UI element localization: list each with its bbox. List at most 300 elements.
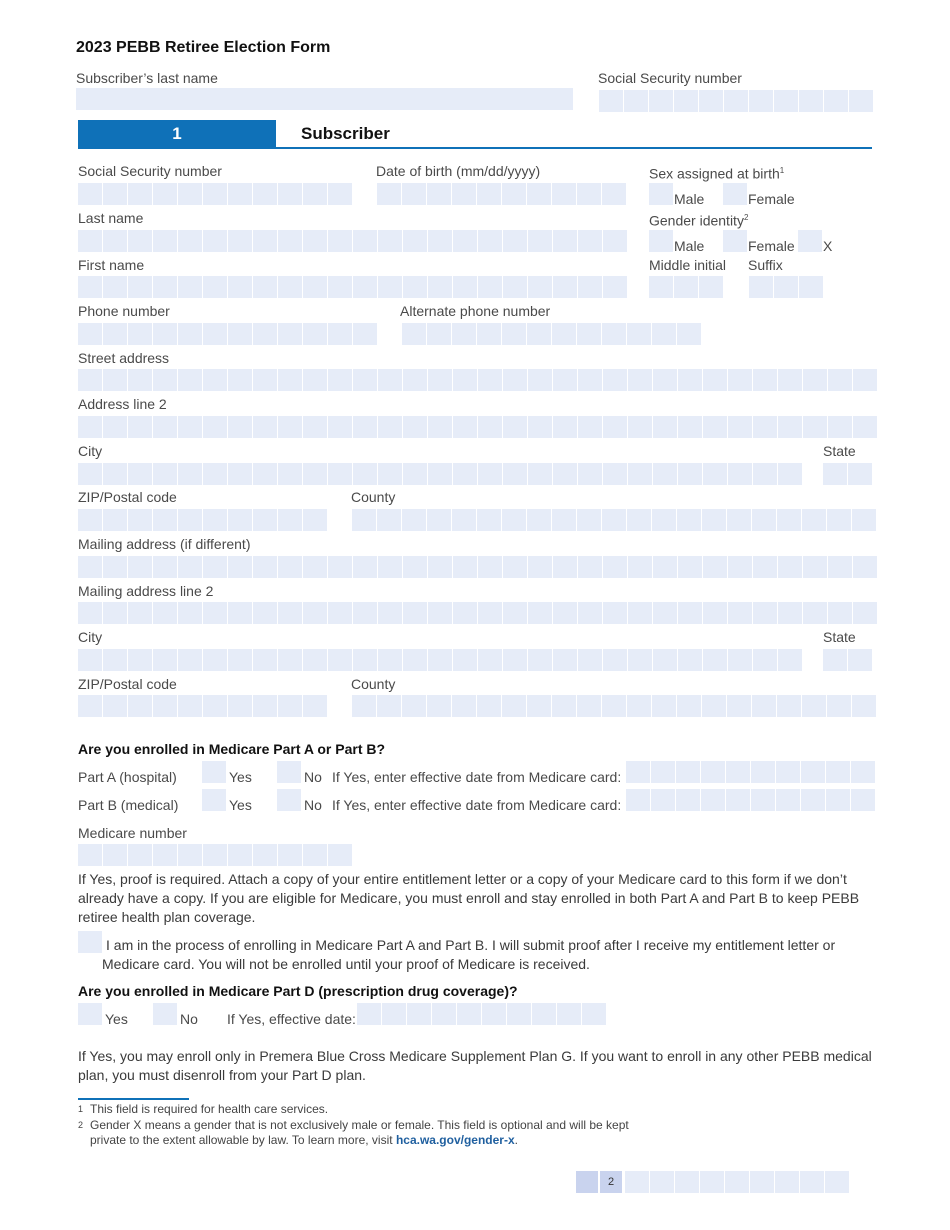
input-cell[interactable] xyxy=(303,416,327,438)
input-cell[interactable] xyxy=(577,695,601,717)
input-cell[interactable] xyxy=(577,183,601,205)
input-cell[interactable] xyxy=(328,183,352,205)
input-cell[interactable] xyxy=(428,416,452,438)
input-cell[interactable] xyxy=(528,602,552,624)
input-cell[interactable] xyxy=(428,649,452,671)
input-cell[interactable] xyxy=(553,276,577,298)
input-cell[interactable] xyxy=(228,509,252,531)
input-cell[interactable] xyxy=(453,230,477,252)
input-cell[interactable] xyxy=(103,649,127,671)
input-cell[interactable] xyxy=(627,695,651,717)
input-cell[interactable] xyxy=(78,183,102,205)
input-cell[interactable] xyxy=(402,509,426,531)
input-cell[interactable] xyxy=(478,602,502,624)
input-cell[interactable] xyxy=(178,556,202,578)
input-cell[interactable] xyxy=(432,1003,456,1025)
ssn-field[interactable] xyxy=(78,183,353,205)
input-cell[interactable] xyxy=(503,276,527,298)
input-cell[interactable] xyxy=(751,761,775,783)
input-cell[interactable] xyxy=(678,369,702,391)
input-cell[interactable] xyxy=(478,230,502,252)
input-cell[interactable] xyxy=(78,463,102,485)
input-cell[interactable] xyxy=(452,183,476,205)
input-cell[interactable] xyxy=(701,761,725,783)
input-cell[interactable] xyxy=(128,844,152,866)
input-cell[interactable] xyxy=(303,844,327,866)
input-cell[interactable] xyxy=(428,369,452,391)
input-cell[interactable] xyxy=(352,695,376,717)
input-cell[interactable] xyxy=(452,509,476,531)
input-cell[interactable] xyxy=(103,509,127,531)
input-cell[interactable] xyxy=(153,602,177,624)
input-cell[interactable] xyxy=(378,649,402,671)
input-cell[interactable] xyxy=(428,230,452,252)
part-a-date-field[interactable] xyxy=(626,761,876,783)
sex-male-checkbox[interactable] xyxy=(649,183,673,205)
input-cell[interactable] xyxy=(328,649,352,671)
input-cell[interactable] xyxy=(578,276,602,298)
input-cell[interactable] xyxy=(652,509,676,531)
input-cell[interactable] xyxy=(477,509,501,531)
input-cell[interactable] xyxy=(328,844,352,866)
input-cell[interactable] xyxy=(653,602,677,624)
input-cell[interactable] xyxy=(128,416,152,438)
input-cell[interactable] xyxy=(103,230,127,252)
input-cell[interactable] xyxy=(678,649,702,671)
input-cell[interactable] xyxy=(603,416,627,438)
input-cell[interactable] xyxy=(727,509,751,531)
input-cell[interactable] xyxy=(178,463,202,485)
input-cell[interactable] xyxy=(103,183,127,205)
input-cell[interactable] xyxy=(352,509,376,531)
last-name-field[interactable] xyxy=(78,230,628,252)
input-cell[interactable] xyxy=(203,509,227,531)
input-cell[interactable] xyxy=(128,323,152,345)
first-name-field[interactable] xyxy=(78,276,628,298)
input-cell[interactable] xyxy=(253,602,277,624)
zip-field[interactable] xyxy=(78,509,328,531)
input-cell[interactable] xyxy=(303,463,327,485)
input-cell[interactable] xyxy=(478,369,502,391)
mailing-state-field[interactable] xyxy=(823,649,873,671)
input-cell[interactable] xyxy=(478,556,502,578)
input-cell[interactable] xyxy=(653,463,677,485)
input-cell[interactable] xyxy=(278,649,302,671)
input-cell[interactable] xyxy=(153,463,177,485)
input-cell[interactable] xyxy=(728,463,752,485)
input-cell[interactable] xyxy=(801,761,825,783)
input-cell[interactable] xyxy=(851,761,875,783)
part-a-no-checkbox[interactable] xyxy=(277,761,301,783)
input-cell[interactable] xyxy=(103,369,127,391)
input-cell[interactable] xyxy=(78,369,102,391)
input-cell[interactable] xyxy=(178,602,202,624)
input-cell[interactable] xyxy=(228,649,252,671)
input-cell[interactable] xyxy=(402,183,426,205)
input-cell[interactable] xyxy=(628,649,652,671)
input-cell[interactable] xyxy=(103,323,127,345)
input-cell[interactable] xyxy=(278,369,302,391)
input-cell[interactable] xyxy=(228,276,252,298)
state-field[interactable] xyxy=(823,463,873,485)
input-cell[interactable] xyxy=(328,463,352,485)
input-cell[interactable] xyxy=(178,323,202,345)
input-cell[interactable] xyxy=(203,416,227,438)
input-cell[interactable] xyxy=(651,761,675,783)
input-cell[interactable] xyxy=(427,323,451,345)
input-cell[interactable] xyxy=(603,230,627,252)
input-cell[interactable] xyxy=(849,90,873,112)
input-cell[interactable] xyxy=(651,789,675,811)
input-cell[interactable] xyxy=(328,276,352,298)
input-cell[interactable] xyxy=(677,323,701,345)
input-cell[interactable] xyxy=(228,463,252,485)
input-cell[interactable] xyxy=(228,183,252,205)
input-cell[interactable] xyxy=(128,649,152,671)
input-cell[interactable] xyxy=(603,602,627,624)
input-cell[interactable] xyxy=(153,844,177,866)
mailing-field[interactable] xyxy=(78,556,878,578)
input-cell[interactable] xyxy=(253,844,277,866)
gender-female-checkbox[interactable] xyxy=(723,230,747,252)
input-cell[interactable] xyxy=(676,789,700,811)
input-cell[interactable] xyxy=(852,695,876,717)
input-cell[interactable] xyxy=(328,230,352,252)
input-cell[interactable] xyxy=(353,369,377,391)
input-cell[interactable] xyxy=(582,1003,606,1025)
input-cell[interactable] xyxy=(203,183,227,205)
input-cell[interactable] xyxy=(753,369,777,391)
input-cell[interactable] xyxy=(253,183,277,205)
input-cell[interactable] xyxy=(403,463,427,485)
input-cell[interactable] xyxy=(357,1003,381,1025)
input-cell[interactable] xyxy=(478,276,502,298)
input-cell[interactable] xyxy=(253,509,277,531)
input-cell[interactable] xyxy=(128,695,152,717)
input-cell[interactable] xyxy=(178,649,202,671)
mailing-zip-field[interactable] xyxy=(78,695,328,717)
input-cell[interactable] xyxy=(553,649,577,671)
input-cell[interactable] xyxy=(799,276,823,298)
input-cell[interactable] xyxy=(203,276,227,298)
input-cell[interactable] xyxy=(652,323,676,345)
input-cell[interactable] xyxy=(303,183,327,205)
input-cell[interactable] xyxy=(253,463,277,485)
input-cell[interactable] xyxy=(653,369,677,391)
mailing2-field[interactable] xyxy=(78,602,878,624)
input-cell[interactable] xyxy=(278,183,302,205)
input-cell[interactable] xyxy=(427,183,451,205)
input-cell[interactable] xyxy=(477,695,501,717)
input-cell[interactable] xyxy=(603,276,627,298)
input-cell[interactable] xyxy=(328,416,352,438)
input-cell[interactable] xyxy=(303,276,327,298)
input-cell[interactable] xyxy=(503,463,527,485)
input-cell[interactable] xyxy=(278,602,302,624)
input-cell[interactable] xyxy=(678,602,702,624)
input-cell[interactable] xyxy=(778,369,802,391)
input-cell[interactable] xyxy=(776,761,800,783)
input-cell[interactable] xyxy=(428,463,452,485)
input-cell[interactable] xyxy=(626,789,650,811)
input-cell[interactable] xyxy=(153,649,177,671)
input-cell[interactable] xyxy=(853,416,877,438)
part-d-date-field[interactable] xyxy=(357,1003,607,1025)
input-cell[interactable] xyxy=(577,509,601,531)
input-cell[interactable] xyxy=(778,463,802,485)
input-cell[interactable] xyxy=(153,230,177,252)
input-cell[interactable] xyxy=(752,695,776,717)
input-cell[interactable] xyxy=(457,1003,481,1025)
city-field[interactable] xyxy=(78,463,803,485)
input-cell[interactable] xyxy=(553,230,577,252)
input-cell[interactable] xyxy=(532,1003,556,1025)
input-cell[interactable] xyxy=(624,90,648,112)
input-cell[interactable] xyxy=(228,844,252,866)
input-cell[interactable] xyxy=(502,509,526,531)
input-cell[interactable] xyxy=(553,369,577,391)
input-cell[interactable] xyxy=(628,556,652,578)
input-cell[interactable] xyxy=(728,416,752,438)
input-cell[interactable] xyxy=(253,276,277,298)
input-cell[interactable] xyxy=(503,369,527,391)
input-cell[interactable] xyxy=(128,509,152,531)
input-cell[interactable] xyxy=(103,844,127,866)
input-cell[interactable] xyxy=(253,230,277,252)
input-cell[interactable] xyxy=(353,602,377,624)
input-cell[interactable] xyxy=(848,649,872,671)
input-cell[interactable] xyxy=(628,369,652,391)
input-cell[interactable] xyxy=(303,230,327,252)
input-cell[interactable] xyxy=(78,844,102,866)
input-cell[interactable] xyxy=(378,416,402,438)
input-cell[interactable] xyxy=(378,463,402,485)
input-cell[interactable] xyxy=(128,276,152,298)
input-cell[interactable] xyxy=(503,649,527,671)
input-cell[interactable] xyxy=(553,602,577,624)
input-cell[interactable] xyxy=(527,509,551,531)
input-cell[interactable] xyxy=(578,602,602,624)
input-cell[interactable] xyxy=(228,602,252,624)
input-cell[interactable] xyxy=(328,556,352,578)
input-cell[interactable] xyxy=(153,323,177,345)
input-cell[interactable] xyxy=(803,602,827,624)
input-cell[interactable] xyxy=(674,276,698,298)
input-cell[interactable] xyxy=(753,416,777,438)
input-cell[interactable] xyxy=(178,416,202,438)
input-cell[interactable] xyxy=(853,369,877,391)
input-cell[interactable] xyxy=(153,416,177,438)
input-cell[interactable] xyxy=(528,556,552,578)
input-cell[interactable] xyxy=(78,276,102,298)
input-cell[interactable] xyxy=(103,276,127,298)
input-cell[interactable] xyxy=(402,695,426,717)
input-cell[interactable] xyxy=(627,509,651,531)
input-cell[interactable] xyxy=(477,323,501,345)
input-cell[interactable] xyxy=(778,416,802,438)
input-cell[interactable] xyxy=(278,323,302,345)
input-cell[interactable] xyxy=(378,230,402,252)
input-cell[interactable] xyxy=(403,276,427,298)
input-cell[interactable] xyxy=(203,230,227,252)
gender-male-checkbox[interactable] xyxy=(649,230,673,252)
input-cell[interactable] xyxy=(128,602,152,624)
part-d-no-checkbox[interactable] xyxy=(153,1003,177,1025)
input-cell[interactable] xyxy=(377,509,401,531)
input-cell[interactable] xyxy=(528,463,552,485)
input-cell[interactable] xyxy=(778,602,802,624)
input-cell[interactable] xyxy=(678,463,702,485)
input-cell[interactable] xyxy=(653,416,677,438)
input-cell[interactable] xyxy=(578,556,602,578)
input-cell[interactable] xyxy=(599,90,623,112)
input-cell[interactable] xyxy=(382,1003,406,1025)
input-cell[interactable] xyxy=(823,463,847,485)
input-cell[interactable] xyxy=(378,602,402,624)
input-cell[interactable] xyxy=(128,230,152,252)
input-cell[interactable] xyxy=(702,695,726,717)
input-cell[interactable] xyxy=(503,602,527,624)
input-cell[interactable] xyxy=(602,509,626,531)
input-cell[interactable] xyxy=(777,695,801,717)
input-cell[interactable] xyxy=(503,230,527,252)
input-cell[interactable] xyxy=(703,602,727,624)
input-cell[interactable] xyxy=(278,556,302,578)
input-cell[interactable] xyxy=(378,556,402,578)
input-cell[interactable] xyxy=(677,509,701,531)
input-cell[interactable] xyxy=(253,416,277,438)
input-cell[interactable] xyxy=(528,230,552,252)
county-field[interactable] xyxy=(352,509,877,531)
input-cell[interactable] xyxy=(128,183,152,205)
input-cell[interactable] xyxy=(552,323,576,345)
medicare-number-field[interactable] xyxy=(78,844,353,866)
mailing-county-field[interactable] xyxy=(352,695,877,717)
input-cell[interactable] xyxy=(649,276,673,298)
input-cell[interactable] xyxy=(728,369,752,391)
input-cell[interactable] xyxy=(778,649,802,671)
input-cell[interactable] xyxy=(203,649,227,671)
input-cell[interactable] xyxy=(278,844,302,866)
input-cell[interactable] xyxy=(303,556,327,578)
input-cell[interactable] xyxy=(228,556,252,578)
input-cell[interactable] xyxy=(774,276,798,298)
input-cell[interactable] xyxy=(482,1003,506,1025)
input-cell[interactable] xyxy=(603,463,627,485)
input-cell[interactable] xyxy=(403,649,427,671)
input-cell[interactable] xyxy=(377,183,401,205)
input-cell[interactable] xyxy=(253,695,277,717)
input-cell[interactable] xyxy=(477,183,501,205)
input-cell[interactable] xyxy=(228,369,252,391)
input-cell[interactable] xyxy=(153,369,177,391)
input-cell[interactable] xyxy=(78,323,102,345)
input-cell[interactable] xyxy=(278,416,302,438)
input-cell[interactable] xyxy=(403,602,427,624)
input-cell[interactable] xyxy=(703,369,727,391)
input-cell[interactable] xyxy=(303,602,327,624)
input-cell[interactable] xyxy=(278,695,302,717)
input-cell[interactable] xyxy=(828,556,852,578)
input-cell[interactable] xyxy=(103,695,127,717)
input-cell[interactable] xyxy=(303,509,327,531)
input-cell[interactable] xyxy=(278,230,302,252)
input-cell[interactable] xyxy=(452,323,476,345)
input-cell[interactable] xyxy=(803,416,827,438)
input-cell[interactable] xyxy=(403,230,427,252)
input-cell[interactable] xyxy=(552,695,576,717)
input-cell[interactable] xyxy=(478,649,502,671)
input-cell[interactable] xyxy=(753,556,777,578)
gender-x-checkbox[interactable] xyxy=(798,230,822,252)
process-checkbox[interactable] xyxy=(78,931,102,953)
input-cell[interactable] xyxy=(528,649,552,671)
input-cell[interactable] xyxy=(228,695,252,717)
suffix-field[interactable] xyxy=(749,276,824,298)
input-cell[interactable] xyxy=(578,416,602,438)
input-cell[interactable] xyxy=(203,463,227,485)
input-cell[interactable] xyxy=(203,602,227,624)
input-cell[interactable] xyxy=(128,463,152,485)
input-cell[interactable] xyxy=(774,90,798,112)
input-cell[interactable] xyxy=(377,695,401,717)
input-cell[interactable] xyxy=(703,463,727,485)
phone-field[interactable] xyxy=(78,323,378,345)
input-cell[interactable] xyxy=(726,789,750,811)
input-cell[interactable] xyxy=(828,602,852,624)
input-cell[interactable] xyxy=(253,369,277,391)
input-cell[interactable] xyxy=(103,602,127,624)
input-cell[interactable] xyxy=(178,509,202,531)
input-cell[interactable] xyxy=(378,369,402,391)
input-cell[interactable] xyxy=(553,463,577,485)
input-cell[interactable] xyxy=(776,789,800,811)
input-cell[interactable] xyxy=(628,463,652,485)
alt-phone-field[interactable] xyxy=(402,323,702,345)
input-cell[interactable] xyxy=(848,463,872,485)
input-cell[interactable] xyxy=(503,416,527,438)
input-cell[interactable] xyxy=(78,602,102,624)
address2-field[interactable] xyxy=(78,416,878,438)
input-cell[interactable] xyxy=(203,556,227,578)
input-cell[interactable] xyxy=(328,323,352,345)
input-cell[interactable] xyxy=(203,369,227,391)
input-cell[interactable] xyxy=(626,761,650,783)
input-cell[interactable] xyxy=(703,416,727,438)
input-cell[interactable] xyxy=(702,509,726,531)
part-b-no-checkbox[interactable] xyxy=(277,789,301,811)
part-a-yes-checkbox[interactable] xyxy=(202,761,226,783)
input-cell[interactable] xyxy=(802,695,826,717)
input-cell[interactable] xyxy=(578,649,602,671)
input-cell[interactable] xyxy=(528,276,552,298)
input-cell[interactable] xyxy=(278,509,302,531)
input-cell[interactable] xyxy=(128,556,152,578)
input-cell[interactable] xyxy=(628,602,652,624)
input-cell[interactable] xyxy=(103,416,127,438)
input-cell[interactable] xyxy=(78,649,102,671)
input-cell[interactable] xyxy=(328,602,352,624)
input-cell[interactable] xyxy=(453,649,477,671)
input-cell[interactable] xyxy=(724,90,748,112)
input-cell[interactable] xyxy=(703,649,727,671)
input-cell[interactable] xyxy=(502,695,526,717)
input-cell[interactable] xyxy=(652,695,676,717)
part-b-yes-checkbox[interactable] xyxy=(202,789,226,811)
input-cell[interactable] xyxy=(78,509,102,531)
input-cell[interactable] xyxy=(228,323,252,345)
input-cell[interactable] xyxy=(602,323,626,345)
